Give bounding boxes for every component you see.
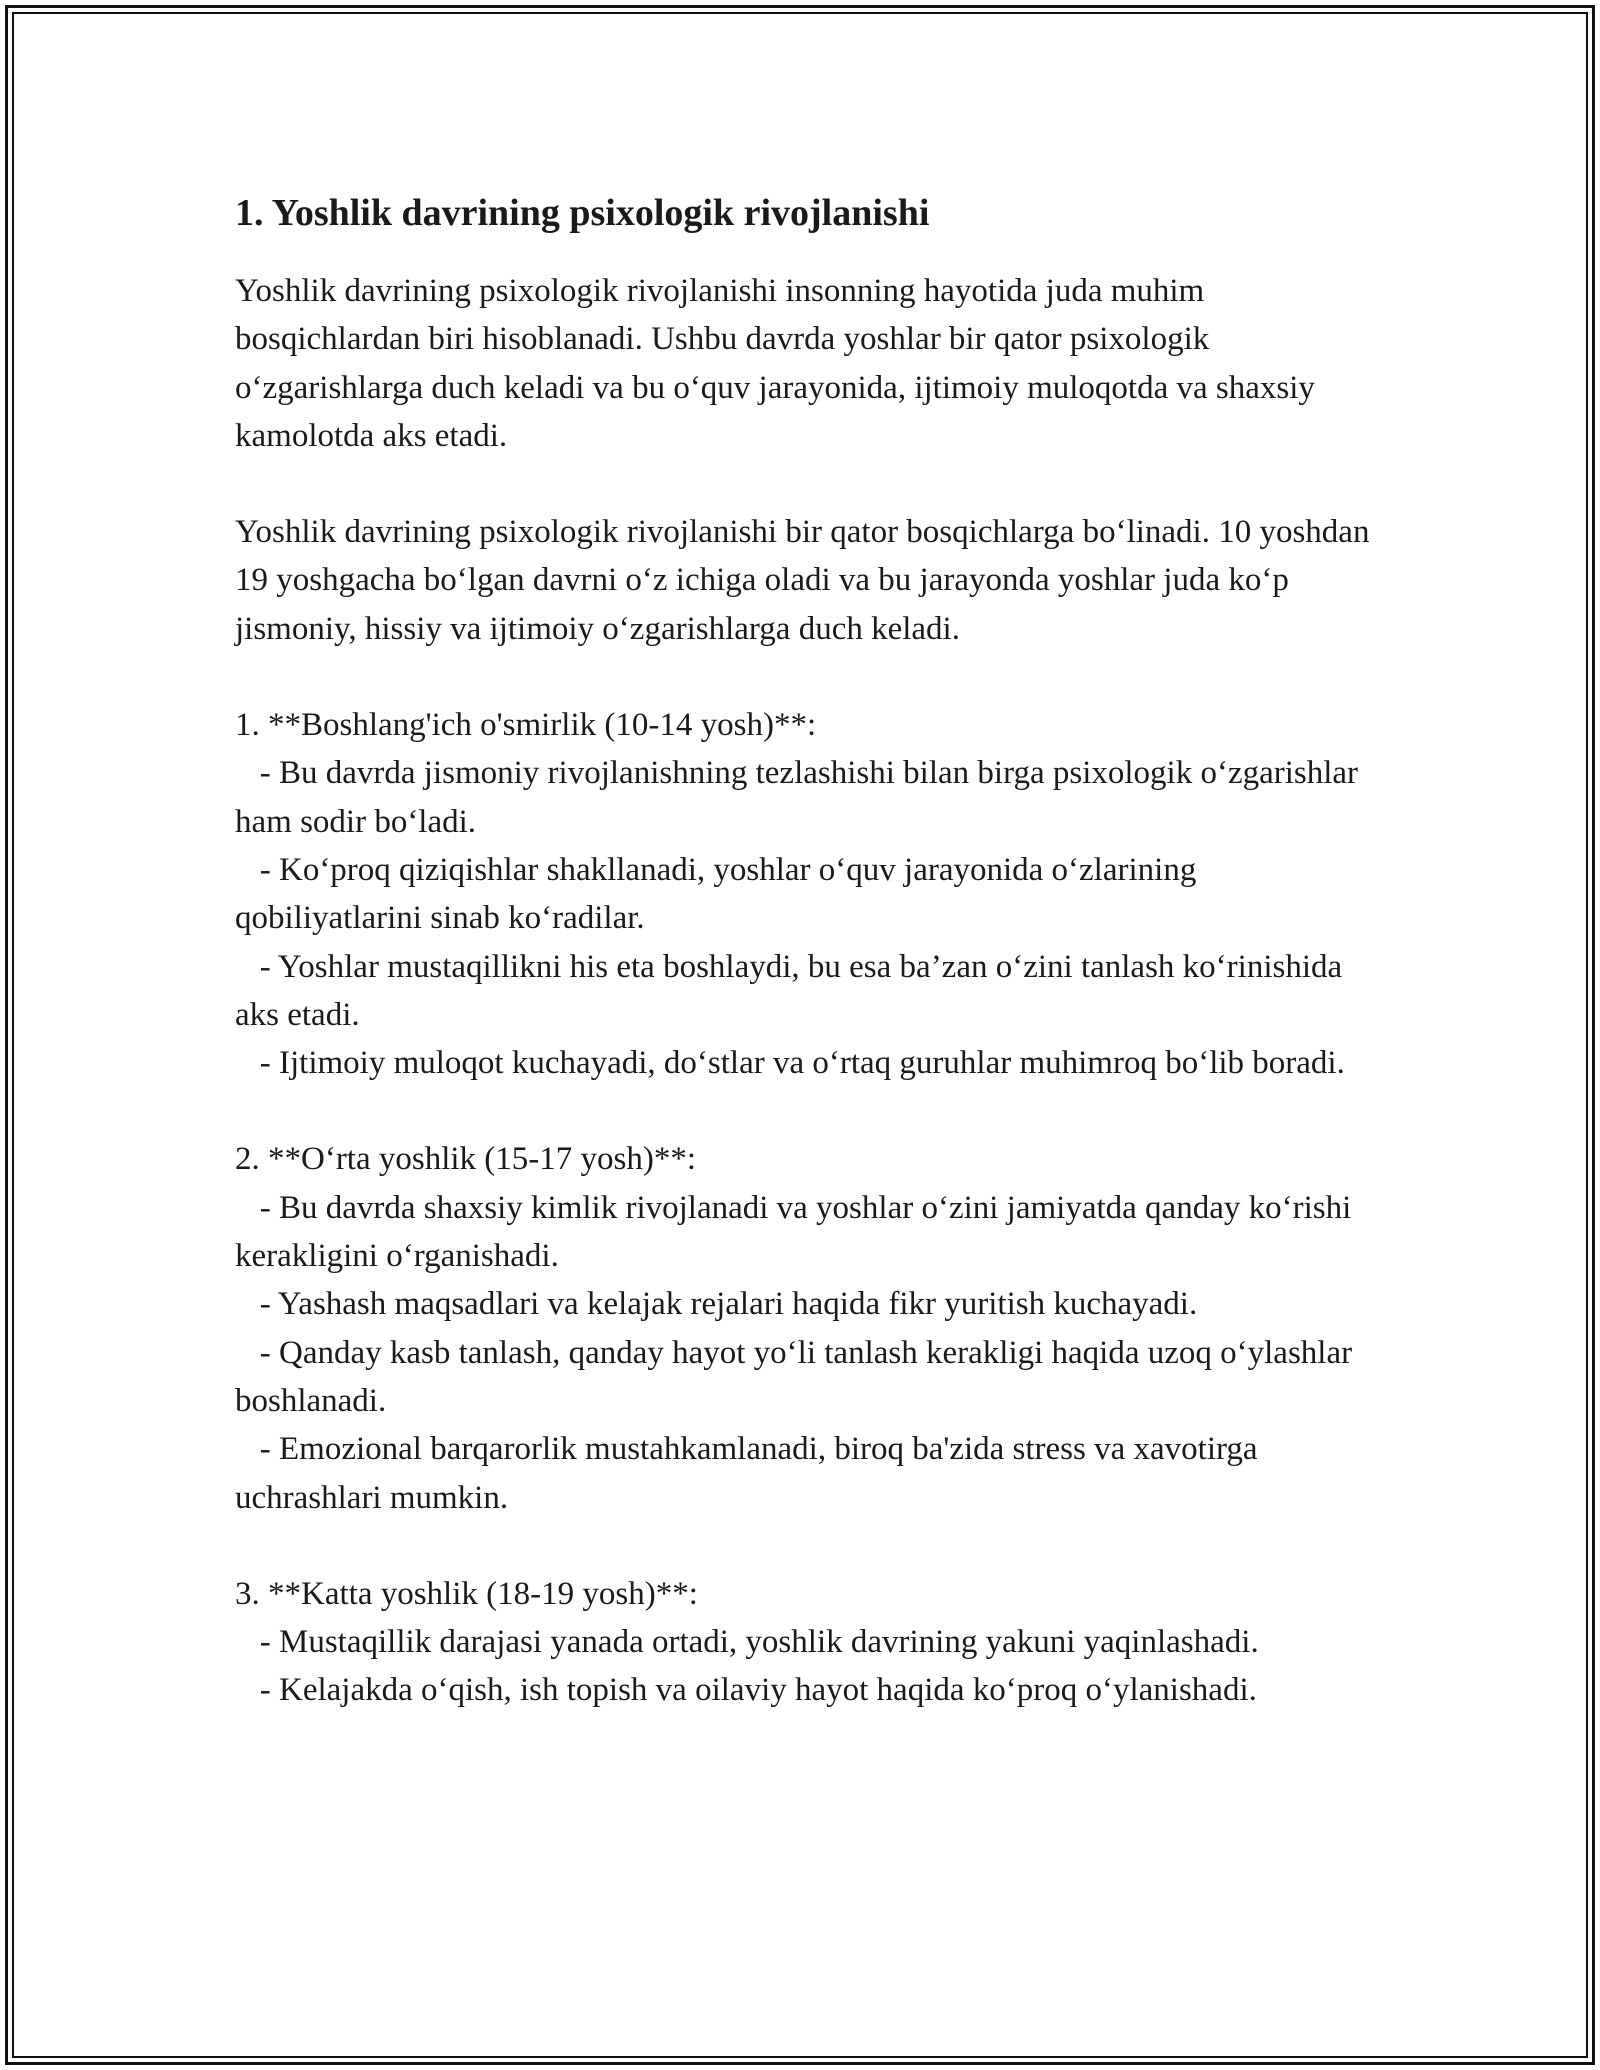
stage-bullet: - Bu davrda jismoniy rivojlanishning tezlashishi bilan birga psixologik o‘zgarishlar ham sodir bo‘ladi. [235,755,1367,840]
stage-bullet: - Emozional barqarorlik mustahkamlanadi, biroq ba'zida stress va xavotirga uchrashlari mumkin. [235,1431,1266,1516]
document-content [235,185,1375,1715]
stage-bullet: - Yashash maqsadlari va kelajak rejalari haqida fikr yuritish kuchayadi. [235,1286,1198,1323]
stage-3 [235,1570,1375,1715]
stage-1 [235,701,1375,1087]
intro-paragraph-1: Yoshlik davrining psixologik rivojlanishi insonning hayotida juda muhim bosqichlardan biri hisoblanadi. Ushbu davrda yoshlar bir qator psixologik o‘zgarishlarga duch keladi va bu o‘quv jarayonida, ijtimoiy muloqotda va shaxsiy kamolotda aks etadi. [235,273,1315,454]
stage-bullet: - Ijtimoiy muloqot kuchayadi, do‘stlar va o‘rtaq guruhlar muhimroq bo‘lib boradi. [235,1045,1345,1082]
stage-title: 2. **O‘rta yoshlik (15-17 yosh)**: [235,1141,697,1178]
section-heading: 1. Yoshlik davrining psixologik rivojlanishi [235,192,930,234]
paragraph-gap [235,1087,1375,1135]
stage-bullet: - Qanday kasb tanlash, qanday hayot yo‘li tanlash kerakligi haqida uzoq o‘ylashlar boshlanadi. [235,1334,1361,1419]
intro-paragraph-2: Yoshlik davrining psixologik rivojlanishi bir qator bosqichlarga bo‘linadi. 10 yoshdan 19 yoshgacha bo‘lgan davrni o‘z ichiga oladi va bu jarayonda yoshlar juda ko‘p jismoniy, hissiy va ijtimoiy o‘zgarishlarga duch keladi. [235,514,1370,647]
stage-bullet: - Yoshlar mustaqillikni his eta boshlaydi, bu esa ba’zan o‘zini tanlash ko‘rinishida aks etadi. [235,948,1351,1033]
paragraph-gap [235,1522,1375,1570]
stage-title: 1. **Boshlang'ich o'smirlik (10-14 yosh)**: [235,707,817,744]
paragraph-gap [235,460,1375,508]
stage-bullet: - Bu davrda shaxsiy kimlik rivojlanadi va yoshlar o‘zini jamiyatda qanday ko‘rishi kerakligini o‘rganishadi. [235,1189,1360,1275]
paragraph-gap [235,653,1375,701]
stage-2 [235,1135,1375,1521]
stage-bullet: - Ko‘proq qiziqishlar shakllanadi, yoshlar o‘quv jarayonida o‘zlarining qobiliyatlarini sinab ko‘radilar. [235,851,1205,937]
stage-bullet: - Kelajakda o‘qish, ish topish va oilaviy hayot haqida ko‘proq o‘ylanishadi. [235,1672,1257,1709]
stage-bullet: - Mustaqillik darajasi yanada ortadi, yoshlik davrining yakuni yaqinlashadi. [235,1624,1259,1661]
stage-title: 3. **Katta yoshlik (18-19 yosh)**: [235,1575,698,1612]
